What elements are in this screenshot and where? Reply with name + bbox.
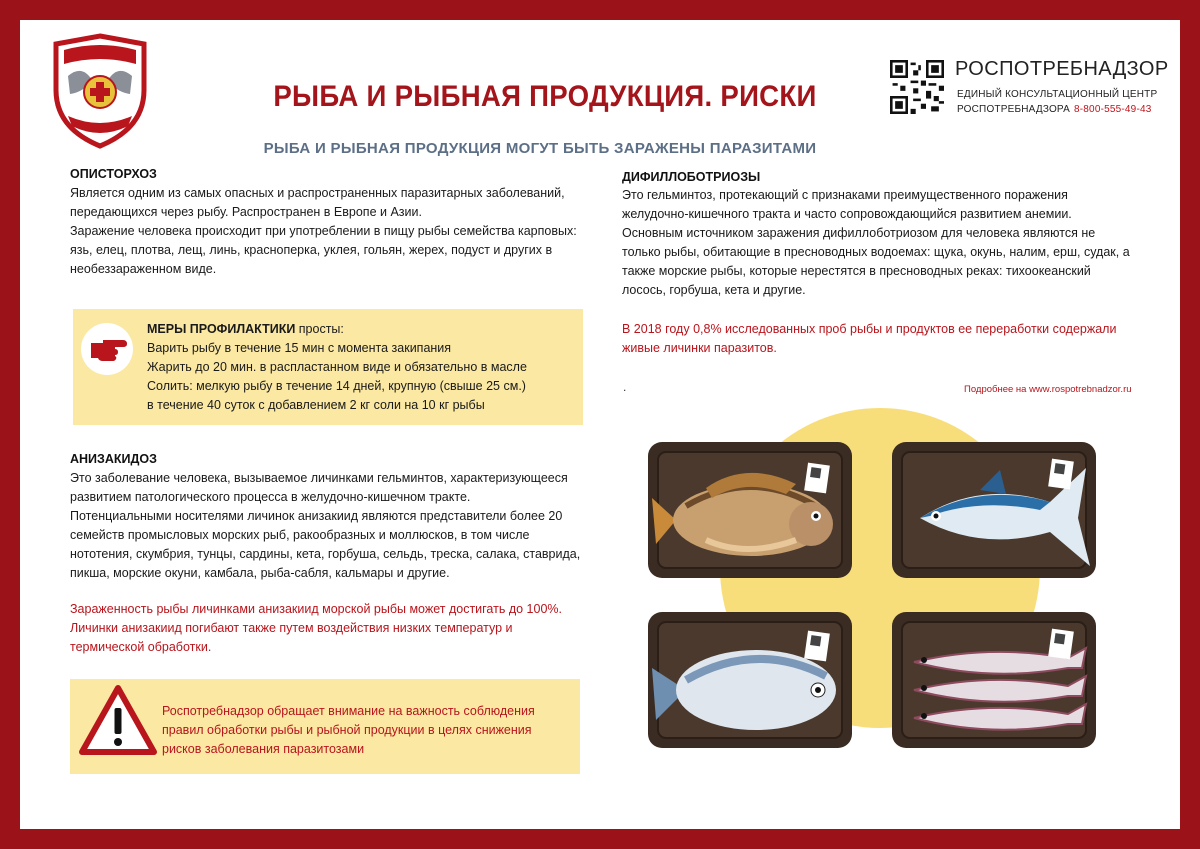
warning-triangle-icon (78, 684, 158, 756)
text-line: Это заболевание человека, вызываемое личинками гельминтов, характеризующееся (70, 471, 568, 485)
page-title: РЫБА И РЫБНАЯ ПРОДУКЦИЯ. РИСКИ (273, 80, 817, 113)
diphyllobothriasis-text (622, 186, 1130, 300)
hotline-phone: 8-800-555-49-43 (1074, 104, 1152, 115)
text-line: пикша, морские окуни, камбала, рыба-сабля, кальмары и другие. (70, 566, 450, 580)
text-line: Основным источником заражения дифиллоботриозом для человека являются не (622, 226, 1096, 240)
prevention-text (147, 320, 527, 415)
more-info-link[interactable]: Подробнее на www.rospotrebnadzor.ru (964, 384, 1132, 395)
prevention-line: Солить: мелкую рыбу в течение 14 дней, крупную (свыше 25 см.) (147, 379, 526, 393)
text-line: необеззараженном виде. (70, 262, 217, 276)
fish-tray-herring (890, 610, 1098, 750)
brand-name: РОСПОТРЕБНАДЗОР (955, 58, 1169, 80)
section-heading-anisakiasis: АНИЗАКИДОЗ (70, 452, 157, 466)
fish-tray-dorado (646, 610, 854, 750)
emblem-logo (48, 30, 152, 150)
text-line: Это гельминтоз, протекающий с признаками преимущественного поражения (622, 188, 1068, 202)
text-line: рисков заболевания паразитозами (162, 742, 365, 756)
text-line: Личинки анизакиид погибают также путем воздействия низких температур и (70, 621, 513, 635)
text-line: Заражение человека происходит при употреблении в пищу рыбы семейства карповых: (70, 224, 577, 238)
text-line: нототения, скумбрия, тунцы, сардины, кета, горбуша, сельдь, треска, салака, ставрида, (70, 547, 581, 561)
warning-text (162, 702, 535, 759)
text-line: Является одним из самых опасных и распространенных паразитарных заболеваний, (70, 186, 565, 200)
opisthorchiasis-text (70, 184, 577, 279)
prevention-line: в течение 40 суток с добавлением 2 кг соли на 10 кг рыбы (147, 398, 485, 412)
anisakiasis-red-text (70, 600, 562, 657)
section-heading-opisthorchiasis: ОПИСТОРХОЗ (70, 167, 157, 181)
prevention-heading: МЕРЫ ПРОФИЛАКТИКИ (147, 322, 296, 336)
text-line: развитием патологического процесса в желудочно-кишечном тракте. (70, 490, 471, 504)
text-line: Роспотребнадзор обращает внимание на важность соблюдения (162, 704, 535, 718)
pointing-hand-icon (81, 323, 133, 375)
hand-circle (81, 323, 133, 375)
text-line: также морские рыбы, которые нерестятся в пресноводных реках: тихоокеанский (622, 264, 1091, 278)
prevention-line: Варить рыбу в течение 15 мин с момента закипания (147, 341, 452, 355)
qr-code-icon (890, 60, 944, 114)
brand-subtitle: ЕДИНЫЙ КОНСУЛЬТАЦИОННЫЙ ЦЕНТР (957, 89, 1158, 100)
stray-dot: . (623, 380, 627, 394)
text-line: живые личинки паразитов. (622, 341, 777, 355)
section-heading-diphyllobothriasis: ДИФИЛЛОБОТРИОЗЫ (622, 170, 761, 184)
fish-tray-perch (646, 440, 854, 580)
page-subtitle: РЫБА И РЫБНАЯ ПРОДУКЦИЯ МОГУТ БЫТЬ ЗАРАЖЕНЫ ПАРАЗИТАМИ (263, 140, 817, 157)
text-line: Потенциальными носителями личинок анизакиид являются представители более 20 (70, 509, 563, 523)
text-line: желудочно-кишечного тракта и часто сопровождающийся развитием анемии. (622, 207, 1072, 221)
poster-sheet (20, 20, 1180, 829)
text-line: лосось, горбуша, кета и другие. (622, 283, 806, 297)
text-line: передающихся через рыбу. Распространен в Европе и Азии. (70, 205, 422, 219)
text-line: термической обработки. (70, 640, 212, 654)
diphyllobothriasis-red-text (622, 320, 1116, 358)
prevention-line: Жарить до 20 мин. в распластанном виде и обязательно в масле (147, 360, 527, 374)
brand-subtitle-org: РОСПОТРЕБНАДЗОРА (957, 104, 1070, 115)
brand-hotline (957, 104, 1152, 115)
text-line: В 2018 году 0,8% исследованных проб рыбы и продуктов ее переработки содержали (622, 322, 1117, 336)
text-line: семейств промысловых морских рыб, ракообразных и моллюсков, в том числе (70, 528, 530, 542)
text-line: Зараженность рыбы личинками анизакиид морской рыбы может достигать до 100%. (70, 602, 562, 616)
text-line: только рыбы, обитающие в пресноводных водоемах: щука, окунь, налим, ерш, судак, а (622, 245, 1130, 259)
text-line: язь, елец, плотва, лещ, линь, красноперка, уклея, гольян, жерех, подуст и других в (70, 243, 553, 257)
fish-tray-tuna (890, 440, 1098, 580)
text-line: правил обработки рыбы и рыбной продукции в целях снижения (162, 723, 532, 737)
prevention-heading-suffix: просты: (295, 322, 344, 336)
anisakiasis-text (70, 469, 580, 583)
